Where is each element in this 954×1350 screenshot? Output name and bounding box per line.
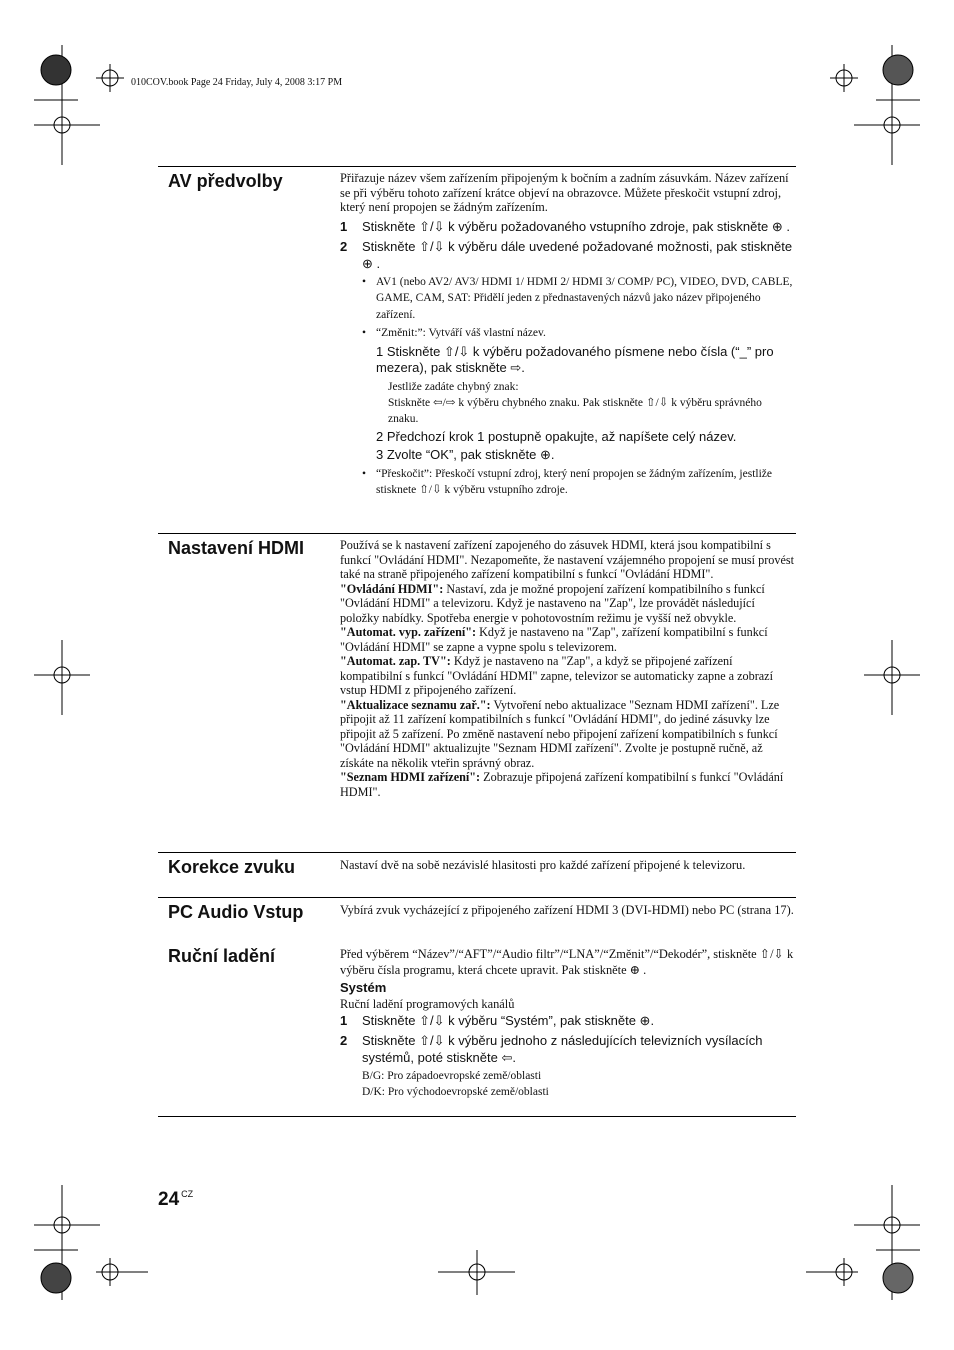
- paragraph: "Automat. vyp. zařízení": Když je nastaveno na "Zap", zařízení kompatibilní s funkcí "Ovládání HDMI" se zapne a vypne spolu s televizorem.: [340, 625, 768, 654]
- subsection-desc: Ruční ladění programových kanálů: [340, 997, 515, 1011]
- section-body: [340, 171, 794, 499]
- section-hdmi-settings: [158, 533, 796, 853]
- section-text: Nastaví dvě na sobě nezávislé hlasitosti pro každé zařízení připojené k televizoru.: [340, 858, 746, 872]
- section-title: AV předvolby: [168, 171, 283, 191]
- section-sound-correction: [158, 852, 796, 898]
- sub-step: 1 Stiskněte ⇧/⇩ k výběru požadovaného písmene nebo čísla (“_” pro mezera), pak stiskněte ⇨.: [376, 343, 774, 376]
- paragraph: "Aktualizace seznamu zař.": Vytvoření nebo aktualizace "Seznam HDMI zařízení". Lze připojit až 11 zařízení kompatibilních s funkcí "Ovládání HDMI", do jediné zásuvky lze připojit až 5 zařízení. Po změně nastavení nebo připojení zařízení kompatibilních s funkcí "Ovládání HDMI" aktualizujte "Seznam HDMI zařízení". Zvolte je postupně ručně, až získáte na několik vteřin správný obraz.: [340, 697, 780, 770]
- step: 1 Stiskněte ⇧/⇩ k výběru požadovaného vstupního zdroje, pak stiskněte ⊕ .: [340, 218, 790, 234]
- step: 1 Stiskněte ⇧/⇩ k výběru “Systém”, pak stiskněte ⊕.: [340, 1013, 655, 1028]
- section-pc-audio-input: [158, 897, 796, 943]
- bullet-item: • AV1 (nebo AV2/ AV3/ HDMI 1/ HDMI 2/ HDMI 3/ COMP/ PC), VIDEO, DVD, CABLE, GAME, CAM, SAT: Přidělí jeden z přednastavených názvů jako název připojeného zařízení.: [362, 275, 793, 321]
- section-title: Ruční ladění: [168, 946, 276, 966]
- intro-text: Před výběrem “Název”/“AFT”/“Audio filtr”/“LNA”/“Změnit”/“Dekodér”, stiskněte ⇧/⇩ k výběru čísla programu, která chcete upravit. Pak stiskněte ⊕ .: [340, 947, 794, 977]
- bullet-item: • “Změnit:”: Vytváří váš vlastní název.: [362, 327, 546, 340]
- book-header: 010COV.book Page 24 Friday, July 4, 2008 3:17 PM: [131, 77, 343, 88]
- note-text: Stiskněte ⇦/⇨ k výběru chybného znaku. Pak stiskněte ⇧/⇩ k výběru správného znaku.: [388, 396, 762, 425]
- sub-step: 2 Předchozí krok 1 postupně opakujte, až napíšete celý název.: [376, 428, 737, 444]
- paragraph: Používá se k nastavení zařízení zapojeného do zásuvek HDMI, která jsou kompatibilní s funkcí "Ovládání HDMI". Nezapomeňte, že nastavení vzájemného propojení se musí provést také na straně připojeného zařízení kompatibilní s funkcí "Ovládání HDMI".: [340, 538, 794, 581]
- section-text: Vybírá zvuk vycházející z připojeného zařízení HDMI 3 (DVI-HDMI) nebo PC (strana 17).: [340, 903, 794, 917]
- option-text: D/K: Pro východoevropské země/oblasti: [362, 1086, 549, 1098]
- section-av-presets: [158, 166, 796, 534]
- section-title: Nastavení HDMI: [168, 538, 305, 558]
- note-text: Jestliže zadáte chybný znak:: [388, 380, 519, 393]
- step: 2 Stiskněte ⇧/⇩ k výběru dále uvedené požadované možnosti, pak stiskněte ⊕ .: [340, 238, 793, 271]
- paragraph: "Ovládání HDMI": Nastaví, zda je možné propojení zařízení kompatibilního s funkcí "Ovládání HDMI" a televizoru. Když je nastaveno na "Zap", lze provádět následující položky nabídky. Spotřeba energie v pohotovostním režimu je vyšší než obvykle.: [340, 581, 765, 625]
- step: 2 Stiskněte ⇧/⇩ k výběru jednoho z následujících televizních vysílacích systémů, poté stiskněte ⇦.: [340, 1033, 763, 1065]
- section-manual-tuning: [158, 942, 796, 1117]
- subsection-title: Systém: [340, 980, 387, 995]
- bullet-item: • “Přeskočit”: Přeskočí vstupní zdroj, který není propojen se žádným zařízením, jestliže stisknete ⇧/⇩ k výběru vstupního zdroje.: [362, 467, 772, 497]
- option-text: B/G: Pro západoevropské země/oblasti: [362, 1070, 542, 1082]
- section-body: [340, 946, 794, 1100]
- paragraph: "Automat. zap. TV": Když je nastaveno na "Zap", a když se připojené zařízení kompatibilní s funkcí "Ovládání HDMI" zapne, televizor se automaticky zapne a zobrazí vstup HDMI z připojeného zařízení.: [340, 654, 773, 697]
- page-lang: CZ: [181, 1189, 194, 1199]
- sub-step: 3 Zvolte “OK”, pak stiskněte ⊕.: [376, 447, 555, 463]
- section-title: PC Audio Vstup: [168, 902, 304, 922]
- intro-text: Přiřazuje název všem zařízením připojeným k bočním a zadním zásuvkám. Název zařízení se při výběru tohoto zařízení krátce objeví na obrazovce. Můžete přeskočit vstupní zdroj, který není propojen se žádným zařízením.: [340, 171, 789, 215]
- section-title: Korekce zvuku: [168, 857, 296, 877]
- paragraph: "Seznam HDMI zařízení": Zobrazuje připojená zařízení kompatibilní s funkcí "Ovládání HDMI".: [340, 770, 784, 799]
- section-body: [340, 538, 794, 799]
- page-number: 24 $^{CZ}$: [158, 1189, 194, 1210]
